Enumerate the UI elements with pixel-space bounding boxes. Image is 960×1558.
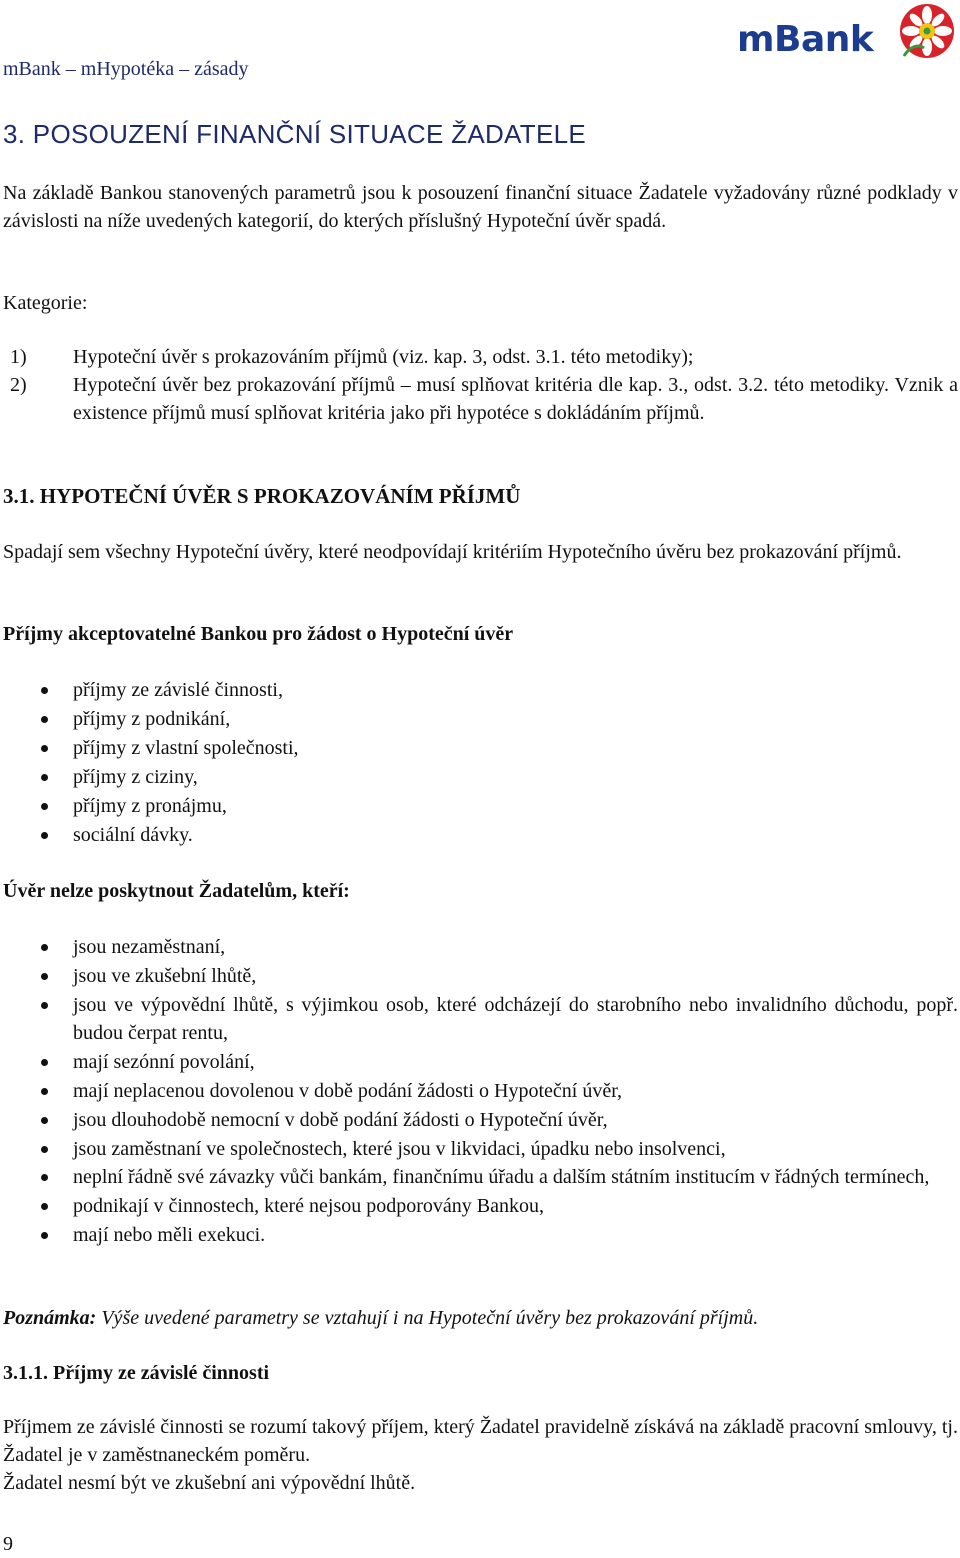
accepted-income-title: Příjmy akceptovatelné Bankou pro žádost o Hypoteční úvěr xyxy=(3,623,514,645)
categories-label: Kategorie: xyxy=(3,292,88,314)
category-number: 1) xyxy=(10,346,27,368)
list-item: neplní řádně své závazky vůči bankám, finančnímu úřadu a dalším státním institucím v řádných termínech, xyxy=(3,1163,958,1192)
logo-wordmark: mBank xyxy=(737,19,874,60)
section-title: 3. POSOUZENÍ FINANČNÍ SITUACE ŽADATELE xyxy=(3,119,587,149)
subsubsection-title: 3.1.1. Příjmy ze závislé činnosti xyxy=(3,1362,270,1384)
list-item: příjmy ze závislé činnosti, xyxy=(3,676,958,705)
list-item: příjmy z podnikání, xyxy=(3,705,958,734)
list-item: jsou zaměstnaní ve společnostech, které jsou v likvidaci, úpadku nebo insolvenci, xyxy=(3,1135,958,1164)
excluded-applicants-title: Úvěr nelze poskytnout Žadatelům, kteří: xyxy=(3,880,350,902)
flower-icon xyxy=(896,0,958,62)
categories-list xyxy=(3,343,958,427)
list-item: příjmy z vlastní společnosti, xyxy=(3,734,958,763)
excluded-applicants-list xyxy=(3,933,958,1250)
note-text: Výše uvedené parametry se vztahují i na Hypoteční úvěry bez prokazování příjmů. xyxy=(96,1307,759,1329)
list-item: příjmy z pronájmu, xyxy=(3,792,958,821)
list-item: podnikají v činnostech, které nejsou podporovány Bankou, xyxy=(3,1192,958,1221)
subsection-intro: Spadají sem všechny Hypoteční úvěry, které neodpovídají kritériím Hypotečního úvěru bez prokazování příjmů. xyxy=(3,541,902,563)
section-intro: Na základě Bankou stanovených parametrů jsou k posouzení finanční situace Žadatele vyžadovány různé podklady v závislosti na níže uvedených kategorií, do kterých příslušný Hypoteční úvěr spadá. xyxy=(3,182,958,232)
note xyxy=(3,1304,958,1332)
list-item: jsou ve zkušební lhůtě, xyxy=(3,962,958,991)
accepted-income-list xyxy=(3,676,958,850)
list-item: sociální dávky. xyxy=(3,821,958,850)
document-header-title: mBank – mHypotéka – zásady xyxy=(3,58,249,80)
list-item: jsou nezaměstnaní, xyxy=(3,933,958,962)
list-item: mají neplacenou dovolenou v době podání žádosti o Hypoteční úvěr, xyxy=(3,1077,958,1106)
category-item xyxy=(3,343,958,371)
category-number: 2) xyxy=(10,374,27,396)
category-item xyxy=(3,371,958,427)
list-item: jsou ve výpovědní lhůtě, s výjimkou osob, které odcházejí do starobního nebo invalidního důchodu, popř. budou čerpat rentu, xyxy=(3,991,958,1049)
mbank-logo xyxy=(733,0,958,70)
list-item: jsou dlouhodobě nemocní v době podání žádosti o Hypoteční úvěr, xyxy=(3,1106,958,1135)
subsection-title: 3.1. HYPOTEČNÍ ÚVĚR S PROKAZOVÁNÍM PŘÍJMŮ xyxy=(3,484,521,508)
list-item: mají nebo měli exekuci. xyxy=(3,1221,958,1250)
page-number: 9 xyxy=(3,1533,13,1555)
list-item: příjmy z ciziny, xyxy=(3,763,958,792)
category-text: Hypoteční úvěr bez prokazování příjmů – musí splňovat kritéria dle kap. 3., odst. 3.2. této metodiky. Vznik a existence příjmů musí splňovat kritéria jako při hypotéce s dokládáním příjmů. xyxy=(73,374,958,424)
list-item: mají sezónní povolání, xyxy=(3,1048,958,1077)
dependent-income-paragraph-2: Žadatel nesmí být ve zkušební ani výpovědní lhůtě. xyxy=(3,1472,416,1494)
dependent-income-paragraph: Příjmem ze závislé činnosti se rozumí takový příjem, který Žadatel pravidelně získává na základě pracovní smlouvy, tj. Žadatel je v zaměstnaneckém poměru. xyxy=(3,1416,958,1466)
category-text: Hypoteční úvěr s prokazováním příjmů (viz. kap. 3, odst. 3.1. této metodiky); xyxy=(73,346,694,368)
note-label: Poznámka: xyxy=(3,1307,97,1329)
